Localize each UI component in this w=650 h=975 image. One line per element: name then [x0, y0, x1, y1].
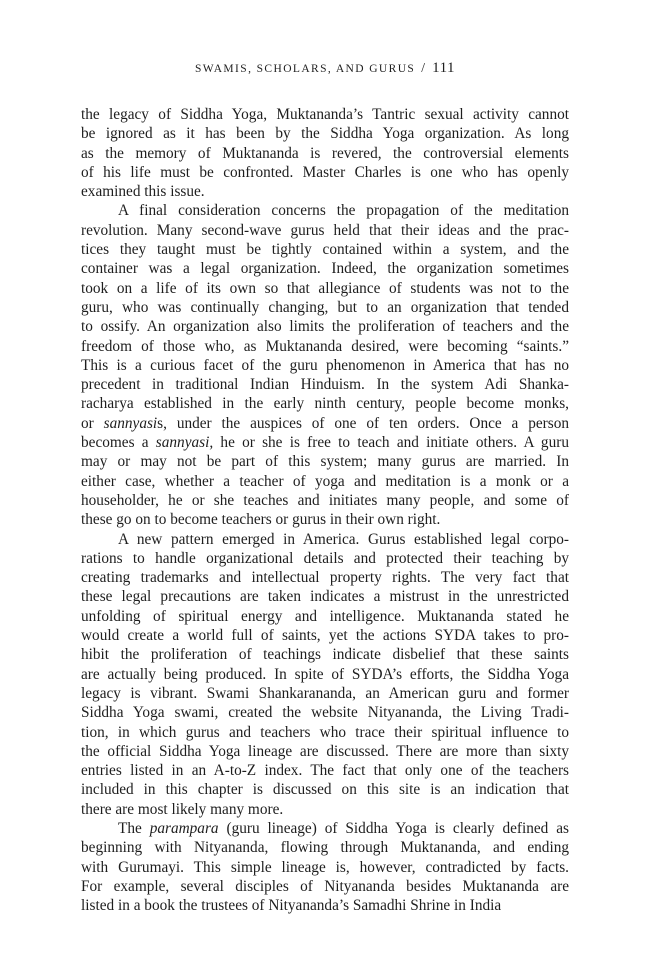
text-line: [81, 394, 569, 413]
text-run: (guru lineage) of Siddha Yoga is clearly defined as: [218, 819, 569, 837]
text-line: [81, 723, 569, 742]
text-run: would create a world full of saints, yet the actions SYDA takes to pro-: [81, 627, 569, 645]
text-run: either case, whether a teacher of yoga and meditation is a monk or a: [81, 472, 569, 490]
text-line: [81, 375, 569, 394]
text-run: A final consideration concerns the propagation of the meditation: [118, 202, 569, 220]
paragraph: [81, 105, 569, 201]
text-line: [81, 568, 569, 587]
paragraph: [81, 201, 569, 529]
text-run: listed in a book the trustees of Nityananda’s Samadhi Shrine in India: [81, 897, 502, 915]
text-run: may or may not be part of this system; many gurus are married. In: [81, 453, 569, 471]
italic-term: parampara: [149, 819, 219, 837]
text-line: [81, 201, 569, 220]
text-line: [81, 510, 569, 529]
text-line: [81, 838, 569, 857]
text-line: [81, 491, 569, 510]
page-number: 111: [432, 60, 456, 76]
text-run: The: [118, 819, 150, 837]
text-run: container was a legal organization. Indeed, the organization sometimes: [81, 260, 569, 278]
text-line: [81, 877, 569, 896]
text-line: [81, 896, 569, 915]
text-run: examined this issue.: [81, 183, 205, 201]
text-line: [81, 549, 569, 568]
text-run: beginning with Nityananda, flowing through Muktananda, and ending: [81, 839, 569, 857]
italic-term: sannyasi,: [155, 434, 214, 452]
text-run: becomes a: [81, 434, 156, 452]
text-run: or: [81, 414, 104, 432]
text-run: entries listed in an A-to-Z index. The fact that only one of the teachers: [81, 762, 569, 780]
text-line: [81, 587, 569, 606]
text-line: [81, 472, 569, 491]
text-line: [81, 163, 569, 182]
text-run: are actually being produced. In spite of SYDA’s efforts, the Siddha Yoga: [81, 665, 569, 683]
text-line: [81, 433, 569, 452]
text-run: Siddha Yoga swami, created the website Nityananda, the Living Tradi-: [81, 704, 569, 722]
text-run: racharya established in the early ninth century, people become monks,: [81, 395, 569, 413]
text-run: unfolding of spiritual energy and intelligence. Muktananda stated he: [81, 607, 569, 625]
text-line: [81, 356, 569, 375]
text-run: guru, who was continually changing, but to an organization that tended: [81, 298, 569, 316]
text-line: [81, 279, 569, 298]
text-line: [81, 124, 569, 143]
text-run: householder, he or she teaches and initiates many people, and some of: [81, 491, 569, 509]
running-head-separator: /: [421, 60, 427, 75]
text-run: of his life must be confronted. Master Charles is one who has openly: [81, 163, 569, 181]
text-line: [81, 800, 569, 819]
text-line: [81, 105, 569, 124]
italic-term: sannyasi: [103, 414, 158, 432]
text-line: [81, 259, 569, 278]
text-line: [81, 298, 569, 317]
text-line: [81, 684, 569, 703]
text-line: [81, 626, 569, 645]
text-run: freedom of those who, as Muktananda desired, were becoming “saints.”: [81, 337, 569, 355]
text-line: [81, 703, 569, 722]
text-run: with Gurumayi. This simple lineage is, however, contradicted by facts.: [81, 858, 569, 876]
text-run: these go on to become teachers or gurus in their own right.: [81, 511, 441, 529]
text-line: [81, 761, 569, 780]
text-line: [81, 665, 569, 684]
text-line: [81, 414, 569, 433]
text-run: as the memory of Muktananda is revered, the controversial elements: [81, 144, 569, 162]
text-line: [81, 337, 569, 356]
text-run: these legal precautions are taken indicates a mistrust in the unrestricted: [81, 588, 569, 606]
text-run: creating trademarks and intellectual property rights. The very fact that: [81, 569, 569, 587]
text-line: [81, 819, 569, 838]
text-line: [81, 742, 569, 761]
text-line: [81, 221, 569, 240]
text-run: For example, several disciples of Nityananda besides Muktananda are: [81, 877, 569, 895]
text-run: the official Siddha Yoga lineage are discussed. There are more than sixty: [81, 742, 569, 760]
text-run: revolution. Many second-wave gurus held that their ideas and the prac-: [81, 221, 569, 239]
text-run: legacy is vibrant. Swami Shankarananda, an American guru and former: [81, 684, 569, 702]
text-run: tion, in which gurus and teachers who trace their spiritual influence to: [81, 723, 569, 741]
text-run: rations to handle organizational details and protected their teaching by: [81, 549, 569, 567]
text-line: [81, 144, 569, 163]
text-run: took on a life of its own so that allegiance of students was not to the: [81, 279, 569, 297]
text-line: [81, 607, 569, 626]
text-line: [81, 182, 569, 201]
text-line: [81, 645, 569, 664]
text-line: [81, 858, 569, 877]
running-head-title: SWAMIS, SCHOLARS, AND GURUS: [194, 63, 416, 75]
body-text: [81, 105, 569, 915]
text-run: be ignored as it has been by the Siddha Yoga organization. As long: [81, 125, 569, 143]
text-run: to ossify. An organization also limits the proliferation of teachers and the: [81, 318, 569, 336]
text-run: included in this chapter is discussed on this site is an indication that: [81, 781, 569, 799]
paragraph: [81, 819, 569, 915]
text-run: tices they taught must be tightly contained within a system, and the: [81, 241, 569, 259]
text-run: This is a curious facet of the guru phenomenon in America that has no: [81, 356, 569, 374]
text-line: [81, 780, 569, 799]
running-head: [0, 60, 650, 77]
text-line: [81, 530, 569, 549]
text-line: [81, 240, 569, 259]
text-run: he or she is free to teach and initiate others. A guru: [213, 434, 569, 452]
text-run: the legacy of Siddha Yoga, Muktananda’s Tantric sexual activity cannot: [81, 106, 569, 123]
text-line: [81, 317, 569, 336]
text-run: A new pattern emerged in America. Gurus established legal corpo-: [118, 530, 569, 548]
text-line: [81, 452, 569, 471]
text-run: hibit the proliferation of teachings indicate disbelief that these saints: [81, 646, 569, 664]
text-run: precedent in traditional Indian Hinduism. In the system Adi Shanka-: [81, 376, 569, 394]
text-run: s, under the auspices of one of ten orders. Once a person: [157, 414, 569, 432]
text-run: there are most likely many more.: [81, 800, 284, 818]
paragraph: [81, 530, 569, 819]
